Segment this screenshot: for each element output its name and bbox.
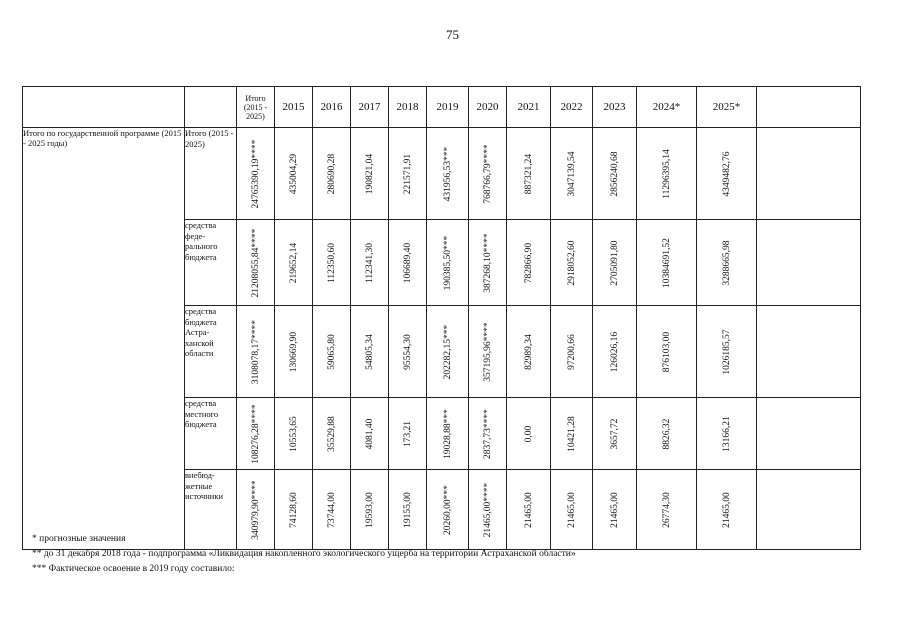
- cell-value: 21465,00: [609, 491, 620, 528]
- value-cell: [389, 398, 427, 470]
- header-total: Итого (2015 - 2025): [237, 87, 275, 128]
- header-year-2019: 2019: [427, 87, 469, 128]
- cell-value: 221571,91: [402, 153, 413, 194]
- value-cell: [313, 220, 351, 306]
- cell-value: 112350,60: [326, 242, 337, 283]
- cell-value: 190821,04: [364, 153, 375, 194]
- cell-value: 887321,24: [523, 153, 534, 194]
- header-empty-program: [23, 87, 185, 128]
- header-year-2018: 2018: [389, 87, 427, 128]
- empty-cell: [757, 128, 861, 220]
- cell-value: 21465,00: [566, 491, 577, 528]
- cell-value: 3108078,17****: [250, 319, 261, 384]
- value-cell: [551, 220, 593, 306]
- value-cell: [427, 220, 469, 306]
- value-cell: [313, 128, 351, 220]
- header-year-2025: 2025*: [697, 87, 757, 128]
- value-cell: [275, 220, 313, 306]
- value-cell: [237, 306, 275, 398]
- table-row: [23, 128, 861, 220]
- cell-value: 108276,28****: [250, 403, 261, 464]
- empty-cell: [757, 470, 861, 550]
- cell-value: 0,00: [523, 425, 534, 442]
- value-cell: [697, 128, 757, 220]
- header-year-2017: 2017: [351, 87, 389, 128]
- value-cell: [351, 128, 389, 220]
- cell-value: 82989,34: [523, 333, 534, 370]
- header-year-2022: 2022: [551, 87, 593, 128]
- cell-value: 173,21: [402, 420, 413, 447]
- funding-source-label: средства феде-рального бюджета: [185, 220, 237, 306]
- cell-value: 8826,32: [661, 418, 672, 449]
- cell-value: 106689,40: [402, 242, 413, 283]
- value-cell: [275, 306, 313, 398]
- cell-value: 19593,00: [364, 491, 375, 528]
- cell-value: 13166,21: [721, 415, 732, 452]
- value-cell: [593, 398, 637, 470]
- cell-value: 2856240,68: [609, 150, 620, 197]
- cell-value: 3047139,54: [566, 150, 577, 197]
- funding-source-label: средства местного бюджета: [185, 398, 237, 470]
- cell-value: 280690,28: [326, 153, 337, 194]
- header-year-2023: 2023: [593, 87, 637, 128]
- value-cell: [697, 398, 757, 470]
- cell-value: 3657,72: [609, 418, 620, 449]
- header-row: [23, 87, 861, 128]
- value-cell: [507, 220, 551, 306]
- value-cell: [389, 306, 427, 398]
- cell-value: 59065,80: [326, 333, 337, 370]
- value-cell: [593, 306, 637, 398]
- value-cell: [313, 398, 351, 470]
- funding-source-label: средства бюджета Астра-ханской области: [185, 306, 237, 398]
- cell-value: 768766,79****: [482, 143, 493, 204]
- funding-source-label: внебюд-жетные источники: [185, 470, 237, 550]
- funding-source-label: Итого (2015 - 2025): [185, 128, 237, 220]
- cell-value: 26774,30: [661, 491, 672, 528]
- value-cell: [637, 128, 697, 220]
- program-label: Итого по государственной программе (2015 - 2025 годы): [23, 128, 185, 550]
- value-cell: [389, 128, 427, 220]
- table-body: [23, 128, 861, 550]
- cell-value: 54805,34: [364, 333, 375, 370]
- cell-value: 3288665,98: [721, 239, 732, 286]
- cell-value: 130669,90: [288, 331, 299, 372]
- footnote-actual-2019: *** Фактическое освоение в 2019 году составило:: [32, 564, 235, 574]
- cell-value: 10384691,52: [661, 237, 672, 288]
- cell-value: 10421,28: [566, 415, 577, 452]
- header-empty-source: [185, 87, 237, 128]
- cell-value: 74128,60: [288, 491, 299, 528]
- cell-value: 73744,00: [326, 491, 337, 528]
- value-cell: [551, 306, 593, 398]
- value-cell: [697, 306, 757, 398]
- header-year-2020: 2020: [469, 87, 507, 128]
- value-cell: [507, 128, 551, 220]
- value-cell: [275, 398, 313, 470]
- value-cell: [637, 470, 697, 550]
- value-cell: [237, 128, 275, 220]
- empty-cell: [757, 398, 861, 470]
- cell-value: 19155,00: [402, 491, 413, 528]
- cell-value: 387268,10****: [482, 232, 493, 293]
- value-cell: [275, 128, 313, 220]
- value-cell: [427, 128, 469, 220]
- value-cell: [593, 128, 637, 220]
- footnote-subprogram: ** до 31 декабря 2018 года - подпрограмма «Ликвидация накопленного экологического ущерба на территории Астраханской области»: [32, 549, 576, 559]
- cell-value: 19028,88***: [442, 408, 453, 459]
- value-cell: [351, 220, 389, 306]
- header-year-2024: 2024*: [637, 87, 697, 128]
- value-cell: [469, 220, 507, 306]
- value-cell: [469, 128, 507, 220]
- cell-value: 97200,66: [566, 333, 577, 370]
- value-cell: [593, 470, 637, 550]
- value-cell: [637, 220, 697, 306]
- header-year-2016: 2016: [313, 87, 351, 128]
- cell-value: 21465,00****: [482, 482, 493, 537]
- cell-value: 340979,90****: [250, 479, 261, 540]
- value-cell: [427, 306, 469, 398]
- value-cell: [697, 470, 757, 550]
- value-cell: [237, 220, 275, 306]
- cell-value: 2918052,60: [566, 239, 577, 286]
- value-cell: [507, 306, 551, 398]
- cell-value: 11296395,14: [661, 148, 672, 199]
- value-cell: [551, 128, 593, 220]
- value-cell: [237, 398, 275, 470]
- value-cell: [637, 306, 697, 398]
- value-cell: [469, 306, 507, 398]
- value-cell: [351, 306, 389, 398]
- cell-value: 21208055,84****: [250, 228, 261, 297]
- page-number: 75: [446, 27, 459, 42]
- cell-value: 4081,40: [364, 418, 375, 449]
- value-cell: [593, 220, 637, 306]
- cell-value: 431956,53***: [442, 146, 453, 201]
- cell-value: 219652,14: [288, 242, 299, 283]
- cell-value: 95554,30: [402, 333, 413, 370]
- cell-value: 190385,50***: [442, 235, 453, 290]
- cell-value: 10553,65: [288, 415, 299, 452]
- value-cell: [469, 398, 507, 470]
- cell-value: 1026185,57: [721, 328, 732, 375]
- value-cell: [697, 220, 757, 306]
- value-cell: [389, 220, 427, 306]
- header-empty-extra: [757, 87, 861, 128]
- header-year-2015: 2015: [275, 87, 313, 128]
- budget-table: [22, 86, 861, 550]
- value-cell: [313, 306, 351, 398]
- empty-cell: [757, 306, 861, 398]
- cell-value: 4349482,76: [721, 150, 732, 197]
- cell-value: 357195,96****: [482, 321, 493, 382]
- cell-value: 24765390,19****: [250, 139, 261, 208]
- cell-value: 126026,16: [609, 331, 620, 372]
- cell-value: 21465,00: [721, 491, 732, 528]
- cell-value: 21465,00: [523, 491, 534, 528]
- value-cell: [427, 398, 469, 470]
- cell-value: 782866,90: [523, 242, 534, 283]
- cell-value: 876103,00: [661, 331, 672, 372]
- value-cell: [351, 398, 389, 470]
- empty-cell: [757, 220, 861, 306]
- cell-value: 112341,30: [364, 242, 375, 283]
- cell-value: 20260,00***: [442, 484, 453, 535]
- footnotes: [32, 532, 576, 577]
- cell-value: 435004,29: [288, 153, 299, 194]
- cell-value: 202282,15***: [442, 324, 453, 379]
- cell-value: 2837,73****: [482, 408, 493, 459]
- cell-value: 35529,88: [326, 415, 337, 452]
- value-cell: [507, 398, 551, 470]
- footnote-forecast: * прогнозные значения: [32, 534, 126, 544]
- value-cell: [551, 398, 593, 470]
- header-year-2021: 2021: [507, 87, 551, 128]
- value-cell: [637, 398, 697, 470]
- cell-value: 2705091,80: [609, 239, 620, 286]
